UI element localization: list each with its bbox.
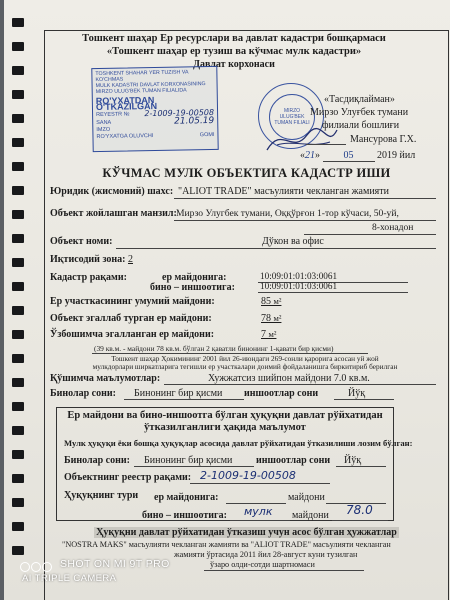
economic-zone-value: 2 [128, 254, 133, 265]
binding-hole [12, 306, 24, 315]
document-page [4, 0, 450, 600]
note-line-1: (39 кв.м. - майдони 78 кв.м. бўлган 2 қаватли бинонинг 1-қавати бир қисми) [94, 344, 334, 353]
owner-label: Юридик (жисмоний) шахс: [50, 186, 174, 197]
header-line-2: «Тошкент шаҳар ер тузиш ва кўчмас мулк кадастри» [106, 46, 362, 57]
approval-date-year: 2019 йил [377, 150, 416, 161]
rights-structures-underline [336, 466, 386, 467]
stamp-registry-handwritten: 2-1009-19-00508 [144, 107, 215, 119]
economic-zone-label: Иқтисодий зона: [50, 254, 126, 265]
binding-hole [12, 234, 24, 243]
binding-hole [12, 114, 24, 123]
right-type-land-label: ер майдонига: [154, 492, 219, 503]
stamp-row-sub: GOMI [199, 131, 215, 139]
extra-info-underline [164, 384, 436, 385]
stamp-line: TOSHKENT SHAHAR YER TUZISH VA KO'CHMAS [95, 69, 189, 84]
structures-label: иншоотлар сони [244, 388, 319, 399]
binding-hole [12, 18, 24, 27]
approval-line-1: Мирзо Улуғбек тумани [310, 107, 409, 118]
stamp-row-registrar [96, 132, 214, 140]
occupied-area-value-row [261, 313, 281, 324]
binding-holes [12, 8, 26, 568]
right-type-building-area-handwritten: 78.0 [346, 503, 373, 517]
binding-hole [12, 186, 24, 195]
approval-date-row: «21» 05 2019 йил [300, 150, 416, 161]
note-line-2: Тошкент шаҳар Ҳокимининг 2001 йил 26-июндаги 269-сонли қарорига асосан уй жой [111, 354, 379, 363]
object-name-label: Объект номи: [50, 236, 113, 247]
rights-buildings-label: Бинолар сони: [64, 455, 130, 466]
stamp-row-label: RO'YXATGA OLUVCHI [96, 133, 154, 141]
total-area-value-row [261, 296, 281, 307]
binding-hole [12, 66, 24, 75]
occupied-area-unit: м² [273, 313, 282, 323]
camera-watermark-line-1: SHOT ON MI 9T PRO [60, 558, 170, 570]
right-type-building-handwritten: мулк [244, 505, 273, 518]
document-title: КЎЧМАС МУЛК ОБЪЕКТИГА КАДАСТР ИШИ [102, 166, 391, 180]
extra-area-unit: м² [268, 329, 277, 339]
registration-stamp [91, 66, 218, 152]
approval-line-2: филиали бошлиғи [322, 120, 400, 131]
total-area-value: 85 [261, 296, 271, 307]
cadastre-building-value: 10:09:01:01:03:0061 [260, 281, 338, 291]
extra-area-label: Ўзбошимча эгалланган ер майдони: [50, 329, 215, 340]
right-type-land-area-label: майдони [288, 492, 325, 503]
binding-hole [12, 138, 24, 147]
structures-value: Йўқ [348, 388, 366, 399]
signature-line [306, 144, 346, 145]
header-line-3: Давлат корхонаси [193, 59, 275, 70]
binding-hole [12, 546, 24, 555]
buildings-label: Бинолар сони: [50, 388, 116, 399]
registry-number-underline [190, 483, 330, 484]
basis-title [44, 527, 449, 538]
binding-hole [12, 450, 24, 459]
binding-hole [12, 90, 24, 99]
basis-line-3: ўзаро олди-сотди шартномаси [210, 560, 315, 569]
extra-area-value: 7 [261, 329, 266, 340]
occupied-area-value: 78 [261, 313, 271, 324]
basis-line-3-underline [204, 570, 364, 571]
owner-underline [174, 198, 436, 199]
basis-line-1: "NOSTRA MAKS" масъулияти чекланган жамияти ва "ALIOT TRADE" масъулияти чекланган [62, 540, 391, 549]
address-value: Мирзо Улугбек тумани, Оққўрғон 1-тор кўчаси, 50-уй, [176, 208, 399, 219]
stamp-row-label: REYESTR № [96, 111, 130, 119]
object-name-value: Дўкон ва офис [262, 236, 324, 247]
occupied-area-label: Объект эгаллаб турган ер майдони: [50, 313, 212, 324]
rights-title-2: ўтказилганлиги ҳақида маълумот [144, 422, 306, 433]
binding-hole [12, 378, 24, 387]
rights-title-1: Ер майдони ва бино-иншоотга бўлган ҳуқуқни давлат рўйхатидан [67, 410, 383, 421]
buildings-underline [124, 399, 244, 400]
right-type-building-underline [230, 520, 290, 521]
address-label: Объект жойлашган манзил: [50, 208, 177, 219]
owner-value: "ALIOT TRADE" масъулияти чекланган жамияти [178, 186, 390, 197]
approval-title: «Тасдиқлайман» [324, 94, 395, 105]
binding-hole [12, 522, 24, 531]
binding-hole [12, 354, 24, 363]
approval-date-month: 05 [323, 150, 375, 162]
stamp-title: RO'YXATDAN O'TKAZILGAN [95, 95, 158, 113]
note-line-3: мулкдорлари ширкатларига тегишли ер участкалари доимий фойдаланишга биркитириб берилган [92, 362, 398, 371]
approval-signer: Мансурова Г.Х. [350, 134, 417, 145]
rights-buildings-value: Бинонинг бир қисми [144, 455, 233, 466]
cadastre-building-underline [258, 292, 408, 293]
cadastre-label: Кадастр рақами: [50, 272, 127, 283]
rights-buildings-underline [134, 466, 254, 467]
binding-hole [12, 42, 24, 51]
binding-hole [12, 330, 24, 339]
address-underline [174, 220, 436, 221]
object-name-underline [116, 248, 436, 249]
basis-line-2: жамияти ўртасида 2011 йил 28-август куни тузилган [174, 550, 358, 559]
binding-hole [12, 474, 24, 483]
structures-underline [334, 399, 394, 400]
registry-number-handwritten: 2-1009-19-00508 [200, 469, 296, 482]
right-type-building-area-underline [332, 520, 388, 521]
right-type-label: Ҳуқуқнинг тури [64, 490, 139, 501]
binding-hole [12, 498, 24, 507]
basis-title-text: Ҳуқуқни давлат рўйхатидан ўтказиш учун асос бўлган ҳужжатлар [96, 527, 397, 538]
stamp-date-handwritten: 21.05.19 [174, 115, 215, 127]
stamp-line: MULK KADASTRI DAVLAT KORXONASINING [95, 81, 206, 90]
right-type-land-underline [226, 503, 286, 504]
camera-watermark-line-2: AI TRIPLE CAMERA [22, 573, 117, 584]
extra-info-label: Қўшимча маълумотлар: [50, 373, 161, 384]
stamp-line: MIRZO ULUG'BEK TUMAN FILIALIDA [95, 87, 187, 96]
address-underline-2 [304, 234, 436, 235]
binding-hole [12, 210, 24, 219]
seal-text: MIRZO ULUG'BEK TUMAN FILIALI [274, 108, 310, 126]
extra-area-value-row [261, 329, 276, 340]
binding-hole [12, 162, 24, 171]
address-value-2: 8-хонадон [372, 222, 414, 233]
rights-structures-label: иншоотлар сони [256, 455, 331, 466]
stamp-row-label: SANA [96, 119, 112, 127]
right-type-building-area-label: майдони [292, 510, 329, 521]
right-type-building-label: бино – иншоотига: [142, 510, 227, 521]
registry-number-label: Объектнинг реестр рақами: [64, 472, 192, 483]
binding-hole [12, 426, 24, 435]
extra-info-value: Хужжатсиз шийпон майдони 7.0 кв.м. [208, 373, 370, 384]
cadastre-land-label: ер майдонига: [162, 272, 227, 283]
binding-hole [12, 402, 24, 411]
binding-hole [12, 282, 24, 291]
cadastre-building-label: бино – иншоотига: [150, 282, 235, 293]
total-area-label: Ер участкасининг умумий майдони: [50, 296, 215, 307]
rights-structures-value: Йўқ [344, 455, 362, 466]
binding-hole [12, 258, 24, 267]
total-area-unit: м² [273, 296, 282, 306]
header-line-1: Тошкент шаҳар Ер ресурслари ва давлат кадастри бошқармаси [82, 33, 386, 44]
approval-date-day: 21 [305, 150, 315, 161]
stamp-row-label: IMZO [96, 126, 111, 134]
buildings-value: Бинонинг бир қисми [134, 388, 223, 399]
cadastre-land-value: 10:09:01:01:03:0061 [260, 271, 338, 281]
rights-transfer-label: Мулк ҳуқуқи ёки бошқа ҳуқуқлар асосида давлат рўйхатидан ўтказилиши лозим бўлган: [64, 438, 413, 448]
